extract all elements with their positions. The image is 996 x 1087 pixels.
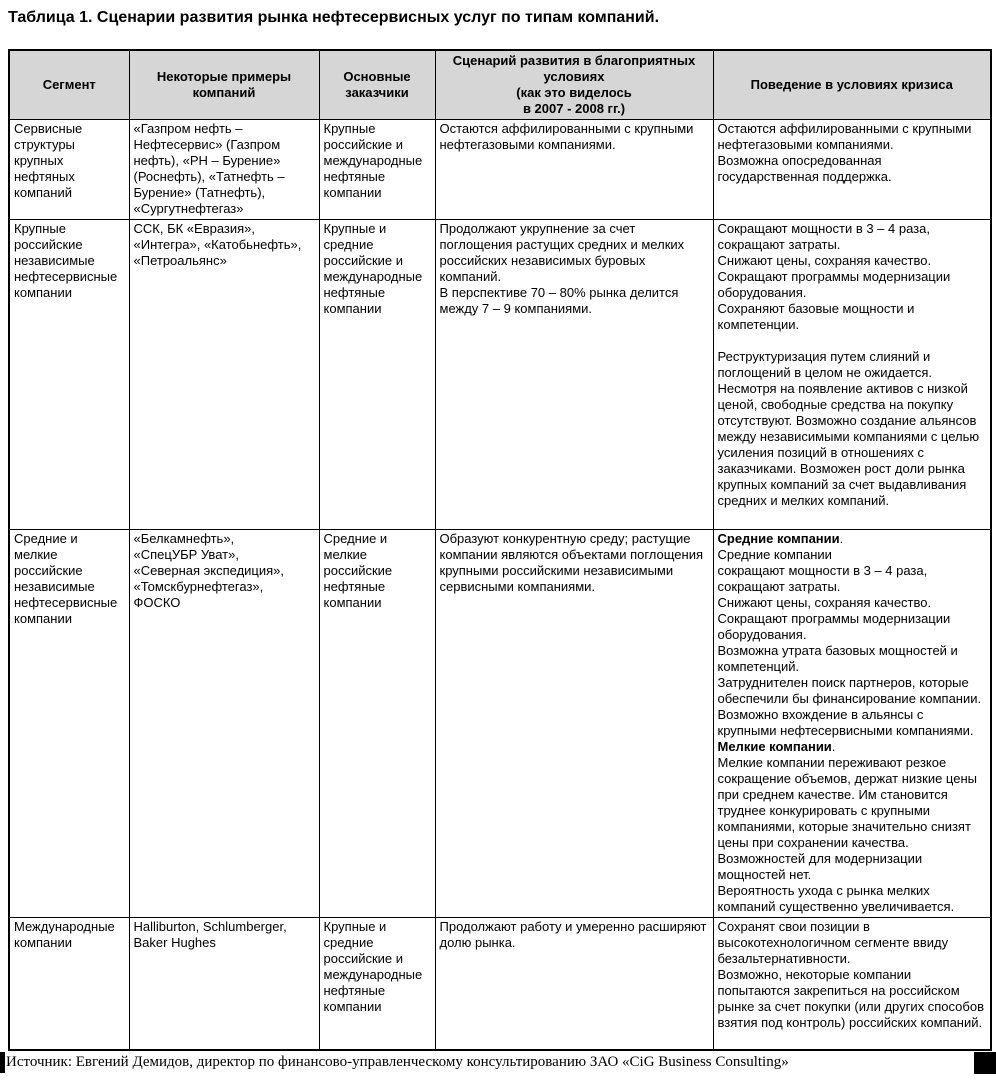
cell-paragraph: Вероятность ухода с рынка мелких компаний существенно увеличивается.	[717, 883, 955, 914]
cell-paragraph: Снижают цены, сохраняя качество.	[717, 595, 932, 610]
cell-examples	[129, 530, 319, 918]
cell-paragraph: Средние и мелкие российские независимые нефтесервисные компании	[14, 531, 118, 626]
cell-segment	[9, 530, 129, 918]
table-row	[9, 120, 991, 220]
cell-paragraph: «Белкамнефть»,	[133, 531, 235, 546]
cell-crisis	[713, 918, 991, 1050]
cell-examples	[129, 220, 319, 530]
cell-paragraph: Мелкие компании переживают резкое сокращение объемов, держат низкие цены при среднем качестве. Им становится труднее конкурировать с крупными компаниями, которые значительно снизят цены при сохранении качества.	[717, 755, 977, 850]
table-row	[9, 918, 991, 1050]
column-header-crisis: Поведение в условиях кризиса	[713, 50, 991, 120]
column-header-segment: Сегмент	[9, 50, 129, 120]
cell-paragraph: Международные компании	[14, 919, 115, 950]
cell-customers	[319, 220, 435, 530]
cell-paragraph: Продолжают работу и умеренно расширяют долю рынка.	[439, 919, 707, 950]
cell-paragraph: Сервисные структуры крупных нефтяных компаний	[14, 121, 83, 200]
table-body	[9, 120, 991, 1050]
column-header-scenario: Сценарий развития в благоприятных условиях (как это виделось в 2007 - 2008 гг.)	[435, 50, 713, 120]
cell-segment	[9, 918, 129, 1050]
cell-paragraph: Сокращают мощности в 3 – 4 раза, сокращают затраты.	[717, 221, 930, 252]
source-note-text: Источник: Евгений Демидов, директор по финансово-управленческому консультированию ЗАО «CiG Business Consulting»	[6, 1053, 789, 1070]
cell-paragraph: Возможно, некоторые компании попытаются закрепиться на российском рынке за счет покупки (или других способов взятия под контроль) российских компаний.	[717, 967, 984, 1030]
cell-paragraph: Средние компании.	[717, 531, 844, 546]
column-header-examples: Некоторые примеры компаний	[129, 50, 319, 120]
cell-paragraph: Мелкие компании.	[717, 739, 836, 754]
cell-paragraph: Крупные российские и международные нефтяные компании	[323, 121, 423, 200]
cell-customers	[319, 120, 435, 220]
cell-paragraph: Образуют конкурентную среду; растущие компании являются объектами поглощения крупными российскими независимыми сервисными компаниями.	[439, 531, 704, 594]
cell-crisis	[713, 120, 991, 220]
cell-paragraph: Реструктуризация путем слияний и поглощений в целом не ожидается. Несмотря на появление активов с низкой ценой, свободные средства на покупку отсутствуют. Возможно создание альянсов между независимыми компаниями с целью усиления позиций в отношениях с заказчиками. Возможен рост доли рынка крупных компаний за счет выдавливания средних и мелких компаний.	[717, 349, 980, 508]
cell-paragraph: «СпецУБР Уват»,	[133, 547, 239, 562]
table-row	[9, 220, 991, 530]
cell-paragraph: «Газпром нефть – Нефтесервис» (Газпром нефть), «РН – Бурение» (Роснефть), «Татнефть – Бурение» (Татнефть), «Сургутнефтегаз»	[133, 121, 285, 216]
cell-paragraph: «Северная экспедиция»,	[133, 563, 285, 578]
cell-crisis	[713, 220, 991, 530]
cell-paragraph: ССК, БК «Евразия», «Интегра», «Катобьнефть», «Петроальянс»	[133, 221, 302, 268]
cell-paragraph: Крупные российские независимые нефтесервисные компании	[14, 221, 118, 300]
cell-paragraph: Возможностей для модернизации мощностей нет.	[717, 851, 923, 882]
cell-customers	[319, 530, 435, 918]
cell-paragraph	[718, 333, 985, 349]
cell-paragraph: Продолжают укрупнение за счет поглощения растущих средних и мелких российских независимых буровых компаний.	[439, 221, 685, 284]
cell-scenario	[435, 120, 713, 220]
cell-examples	[129, 918, 319, 1050]
column-header-customers: Основные заказчики	[319, 50, 435, 120]
cell-scenario	[435, 530, 713, 918]
cell-paragraph: Снижают цены, сохраняя качество.	[717, 253, 932, 268]
cell-paragraph: Остаются аффилированными с крупными нефтегазовыми компаниями.	[439, 121, 694, 152]
cell-customers	[319, 918, 435, 1050]
left-border-mark	[0, 1052, 5, 1073]
cell-scenario	[435, 220, 713, 530]
cell-paragraph: Затруднителен поиск партнеров, которые обеспечили бы финансирование компании.	[717, 675, 982, 706]
cell-examples	[129, 120, 319, 220]
cell-paragraph: Сокращают программы модернизации оборудования.	[717, 611, 951, 642]
cell-paragraph: «Томскбурнефтегаз»,	[133, 579, 264, 594]
cell-paragraph: Halliburton, Schlumberger, Baker Hughes	[133, 919, 287, 950]
source-note	[0, 1052, 996, 1073]
cell-paragraph: Сокращают программы модернизации оборудования.	[717, 269, 951, 300]
cell-paragraph: Средние и мелкие российские нефтяные компании	[323, 531, 393, 610]
cell-crisis	[713, 530, 991, 918]
cell-segment	[9, 220, 129, 530]
cell-paragraph: Возможна опосредованная государственная поддержка.	[717, 153, 892, 184]
cell-paragraph: Сохраняют базовые мощности и компетенции.	[717, 301, 915, 332]
cell-paragraph: Крупные и средние российские и международные нефтяные компании	[323, 221, 423, 316]
cell-paragraph: Сохранят свои позиции в высокотехнологичном сегменте ввиду безальтернативности.	[717, 919, 949, 966]
table-header-row	[9, 50, 991, 120]
cell-paragraph: Возможно вхождение в альянсы с крупными нефтесервисными компаниями.	[717, 707, 974, 738]
end-of-article-marker	[974, 1052, 996, 1074]
cell-paragraph: Крупные и средние российские и международные нефтяные компании	[323, 919, 423, 1014]
cell-paragraph: ФОСКО	[133, 595, 181, 610]
scenarios-table	[8, 49, 992, 1051]
cell-paragraph: Остаются аффилированными с крупными нефтегазовыми компаниями.	[717, 121, 972, 152]
cell-paragraph: сокращают мощности в 3 – 4 раза, сокращают затраты.	[717, 563, 928, 594]
cell-scenario	[435, 918, 713, 1050]
table-row	[9, 530, 991, 918]
cell-paragraph: Средние компании	[717, 547, 832, 562]
cell-paragraph: В перспективе 70 – 80% рынка делится между 7 – 9 компаниями.	[439, 285, 679, 316]
cell-segment	[9, 120, 129, 220]
cell-paragraph: Возможна утрата базовых мощностей и компетенций.	[717, 643, 958, 674]
table-title: Таблица 1. Сценарии развития рынка нефтесервисных услуг по типам компаний.	[8, 9, 660, 26]
footer-row	[0, 1052, 996, 1073]
